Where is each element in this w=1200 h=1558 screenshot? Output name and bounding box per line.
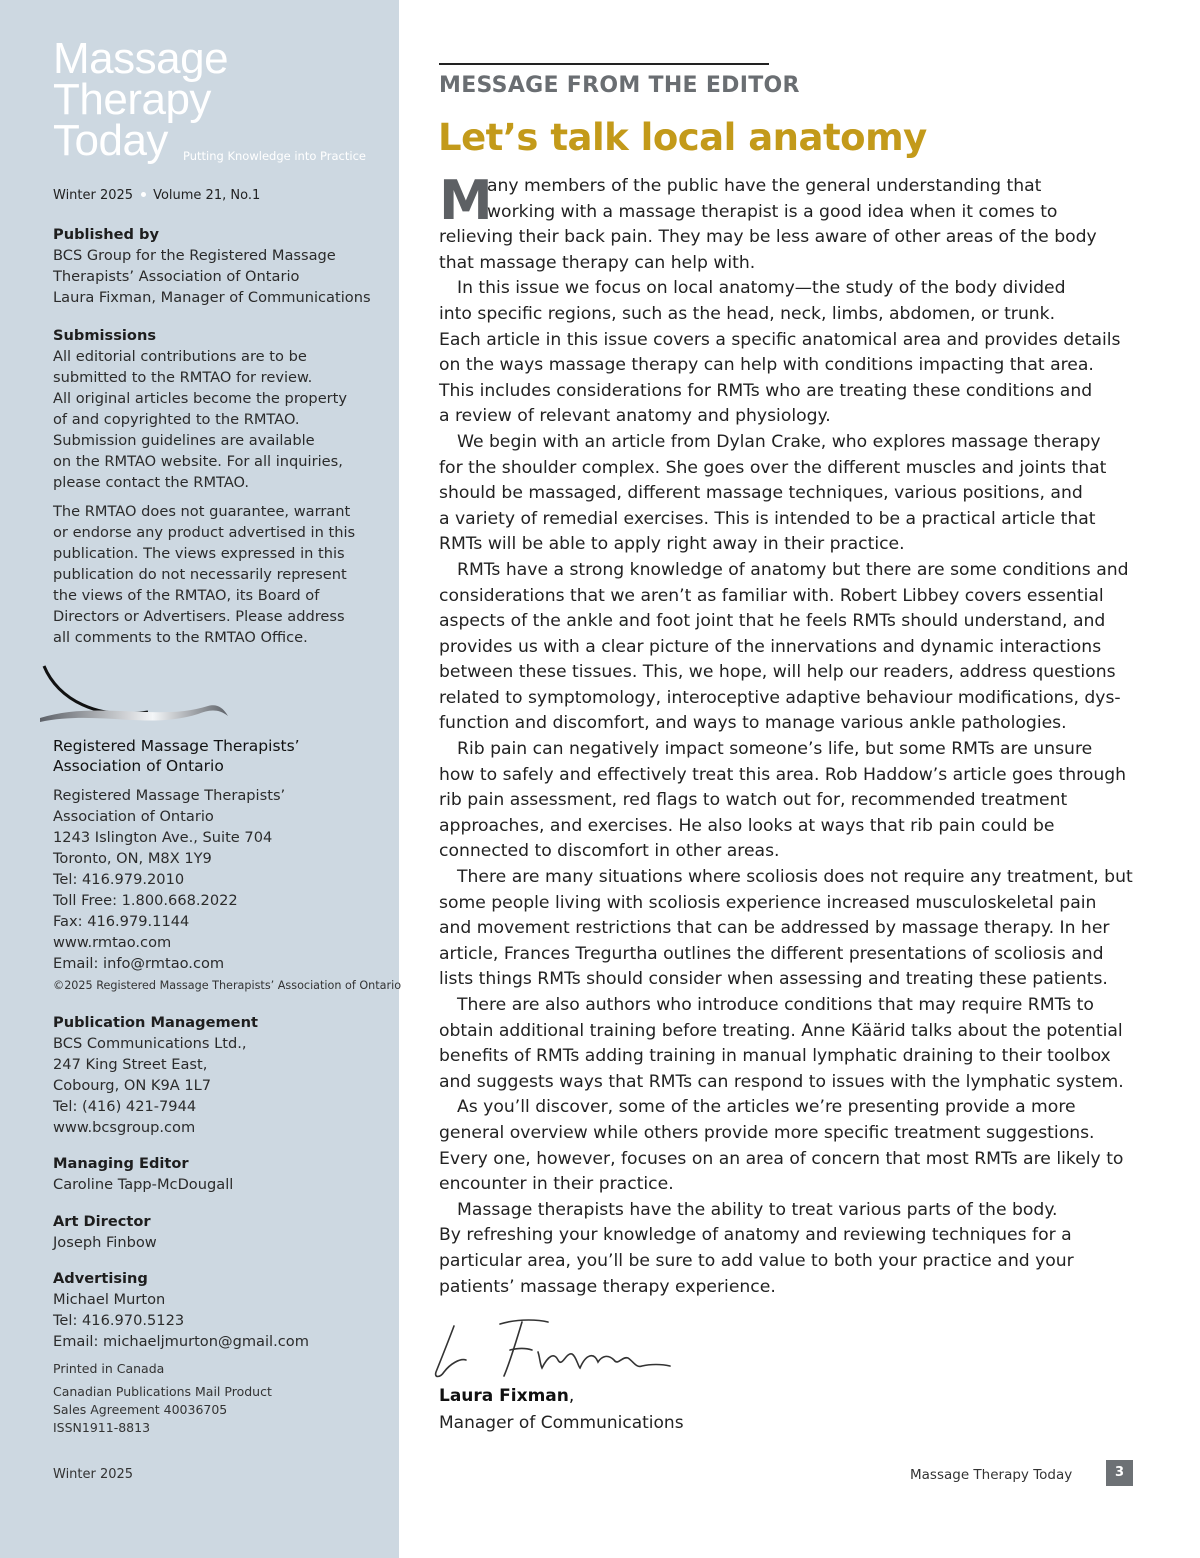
signoff — [439, 1386, 574, 1406]
published-by-block — [53, 224, 388, 308]
email-link[interactable]: Email: michaeljmurton@gmail.com — [53, 1333, 309, 1350]
disclaimer-line: all comments to the RMTAO Office. — [53, 629, 308, 646]
article-line: As you’ll discover, some of the articles we’re presenting provide a more — [457, 1097, 1076, 1118]
submissions-line: All original articles become the property — [53, 390, 348, 407]
article-line: By refreshing your knowledge of anatomy and reviewing techniques for a — [439, 1225, 1072, 1246]
submissions-block — [53, 325, 388, 493]
article-line: working with a massage therapist is a good idea when it comes to — [487, 201, 1058, 222]
published-by-line: Therapists’ Association of Ontario — [53, 268, 300, 285]
section-kicker: MESSAGE FROM THE EDITOR — [439, 73, 800, 98]
submissions-line: please contact the RMTAO. — [53, 474, 250, 491]
printed-text: Printed in Canada — [53, 1361, 165, 1376]
sidebar — [0, 0, 402, 1558]
issue-info — [53, 188, 260, 203]
article-line: should be massaged, different massage techniques, various positions, and — [439, 483, 1083, 504]
signature-image — [430, 1312, 690, 1387]
advertising-heading: Advertising — [53, 1270, 148, 1287]
footer-season: Winter 2025 — [53, 1467, 134, 1482]
publication-management-block — [53, 1012, 388, 1138]
article-line: function and discomfort, and ways to manage various ankle pathologies. — [439, 713, 1067, 734]
mail-line: Canadian Publications Mail Product — [53, 1384, 272, 1399]
article-paragraph — [439, 558, 1139, 737]
article-line: There are also authors who introduce conditions that may require RMTs to — [457, 995, 1094, 1015]
article-line: This includes considerations for RMTs who are treating these conditions and — [439, 380, 1093, 401]
managing-editor-block — [53, 1153, 388, 1195]
pm-line: 247 King Street East, — [53, 1056, 208, 1073]
article-line: between these tissues. This, we hope, will help our readers, address questions — [439, 662, 1116, 683]
article-line: for the shoulder complex. She goes over the different muscles and joints that — [439, 457, 1107, 478]
contact-line: Fax: 416.979.1144 — [53, 913, 190, 930]
article-line: some people living with scoliosis experience increased musculoskeletal pain — [439, 892, 1097, 913]
published-by-line: Laura Fixman, Manager of Communications — [53, 289, 371, 306]
submissions-heading: Submissions — [53, 327, 157, 344]
mail-block — [53, 1383, 388, 1437]
article-line: general overview while others provide more specific treatment suggestions. — [439, 1122, 1095, 1143]
contact-line: Toll Free: 1.800.668.2022 — [53, 892, 238, 909]
article-line: and movement restrictions that can be addressed by massage therapy. In her — [439, 918, 1110, 939]
publication-management-heading: Publication Management — [53, 1014, 258, 1031]
article-line: how to safely and effectively treat this area. Rob Haddow’s article goes through — [439, 764, 1127, 785]
art-director-block — [53, 1211, 388, 1253]
article-line: lists things RMTs should consider when assessing and treating these patients. — [439, 969, 1108, 990]
contact-line: Tel: 416.979.2010 — [53, 871, 185, 888]
article-paragraph — [439, 169, 1139, 276]
pm-line: Cobourg, ON K9A 1L7 — [53, 1077, 212, 1094]
copyright-line: ©2025 Registered Massage Therapists’ Association of Ontario — [53, 979, 402, 992]
masthead-line: Today — [53, 116, 168, 165]
disclaimer-line: The RMTAO does not guarantee, warrant — [53, 503, 351, 520]
submissions-line: All editorial contributions are to be — [53, 348, 307, 365]
advertising-line: Michael Murton — [53, 1291, 166, 1308]
kicker-rule — [439, 63, 769, 65]
article-paragraph — [439, 865, 1139, 993]
mail-line: Sales Agreement 40036705 — [53, 1402, 228, 1417]
printed-line — [53, 1360, 388, 1378]
art-director-heading: Art Director — [53, 1213, 151, 1230]
article-line: benefits of RMTs adding training in manual lymphatic draining to their toolbox — [439, 1046, 1111, 1067]
article-title: Let’s talk local anatomy — [438, 116, 927, 159]
mail-line: ISSN1911-8813 — [53, 1420, 151, 1435]
article-line: relieving their back pain. They may be less aware of other areas of the body — [439, 227, 1097, 248]
contact-line: 1243 Islington Ave., Suite 704 — [53, 829, 273, 846]
article-line: approaches, and exercises. He also looks at ways that rib pain could be — [439, 815, 1055, 836]
article-line: particular area, you’ll be sure to add value to both your practice and your — [439, 1250, 1074, 1271]
article-line: a review of relevant anatomy and physiology. — [439, 406, 831, 427]
article-line: patients’ massage therapy experience. — [439, 1276, 776, 1297]
article-line: RMTs will be able to apply right away in their practice. — [439, 534, 905, 555]
disclaimer-block — [53, 501, 388, 648]
disclaimer-line: the views of the RMTAO, its Board of — [53, 587, 320, 604]
contact-line: Association of Ontario — [53, 808, 214, 825]
signoff-comma: , — [568, 1386, 575, 1406]
disclaimer-line: Directors or Advertisers. Please address — [53, 608, 345, 625]
article-paragraph — [439, 993, 1139, 1095]
org-name-line: Association of Ontario — [53, 757, 224, 775]
drop-cap: M — [439, 169, 493, 232]
masthead-line: Massage — [53, 34, 229, 83]
masthead-tagline: Putting Knowledge into Practice — [183, 149, 366, 163]
submissions-line: submitted to the RMTAO for review. — [53, 369, 313, 386]
published-by-heading: Published by — [53, 226, 159, 243]
article-line: obtain additional training before treating. Anne Käärid talks about the potential — [439, 1020, 1123, 1041]
published-by-line: BCS Group for the Registered Massage — [53, 247, 336, 264]
signoff-name: Laura Fixman — [439, 1386, 569, 1406]
article-line: any members of the public have the general understanding that — [487, 176, 1042, 196]
disclaimer-line: publication do not necessarily represent — [53, 566, 347, 583]
article-line: that massage therapy can help with. — [439, 252, 756, 273]
rmtao-swoosh-icon — [38, 660, 238, 740]
article-line: on the ways massage therapy can help with conditions impacting that area. — [439, 355, 1094, 376]
footer-publication: Massage Therapy Today — [910, 1467, 1073, 1483]
masthead-logo — [53, 34, 229, 165]
submissions-line: of and copyrighted to the RMTAO. — [53, 411, 300, 428]
article-line: considerations that we aren’t as familiar with. Robert Libbey covers essential — [439, 585, 1104, 606]
article-line: rib pain assessment, red flags to watch out for, recommended treatment — [439, 790, 1068, 811]
advertising-block — [53, 1268, 388, 1352]
website-link[interactable]: www.rmtao.com — [53, 934, 172, 951]
article-paragraph — [439, 1095, 1139, 1197]
article-line: encounter in their practice. — [439, 1174, 674, 1195]
pm-line: Tel: (416) 421-7944 — [53, 1098, 197, 1115]
article-line: Rib pain can negatively impact someone’s life, but some RMTs are unsure — [457, 739, 1093, 760]
article-line: a variety of remedial exercises. This is intended to be a practical article that — [439, 508, 1096, 529]
contact-line: Toronto, ON, M8X 1Y9 — [53, 850, 212, 867]
article-line: We begin with an article from Dylan Crake, who explores massage therapy — [457, 431, 1101, 452]
article-line: and suggests ways that RMTs can respond to issues with the lymphatic system. — [439, 1071, 1124, 1092]
managing-editor-heading: Managing Editor — [53, 1155, 189, 1172]
advertising-line: Tel: 416.970.5123 — [53, 1312, 185, 1329]
article-paragraph — [439, 737, 1139, 865]
contact-line: Registered Massage Therapists’ — [53, 787, 286, 804]
org-contact-block — [53, 785, 402, 995]
page-number: 3 — [1106, 1460, 1133, 1486]
managing-editor-name: Caroline Tapp-McDougall — [53, 1176, 234, 1193]
article-line: into specific regions, such as the head, neck, limbs, abdomen, or trunk. — [439, 303, 1056, 324]
org-name-line: Registered Massage Therapists’ — [53, 737, 300, 755]
article-line: Each article in this issue covers a specific anatomical area and provides details — [439, 329, 1121, 350]
article-line: There are many situations where scoliosis does not require any treatment, but — [457, 867, 1133, 888]
article-paragraph — [439, 430, 1139, 558]
masthead-line: Therapy — [53, 75, 211, 124]
disclaimer-line: or endorse any product advertised in this — [53, 524, 356, 541]
article-line: In this issue we focus on local anatomy—the study of the body divided — [457, 278, 1066, 299]
article-paragraph — [439, 1198, 1139, 1300]
issue-volume: Volume 21, No.1 — [153, 188, 261, 203]
submissions-line: Submission guidelines are available — [53, 432, 315, 449]
article-line: article, Frances Tregurtha outlines the different presentations of scoliosis and — [439, 943, 1104, 964]
article-line: aspects of the ankle and foot joint that he feels RMTs should understand, and — [439, 611, 1106, 632]
art-director-name: Joseph Finbow — [53, 1234, 157, 1251]
article-line: provides us with a clear picture of the innervations and dynamic interactions — [439, 636, 1102, 657]
website-link[interactable]: www.bcsgroup.com — [53, 1119, 196, 1136]
article-paragraph — [439, 276, 1139, 430]
article-line: related to symptomology, interoceptive adaptive behaviour modifications, dys- — [439, 687, 1121, 708]
signoff-title: Manager of Communications — [439, 1413, 684, 1433]
org-logo-name — [53, 736, 300, 776]
issue-season: Winter 2025 — [53, 188, 134, 203]
bullet-dot — [141, 192, 146, 197]
article-line: connected to discomfort in other areas. — [439, 841, 780, 862]
article-line: Every one, however, focuses on an area of concern that most RMTs are likely to — [439, 1148, 1124, 1169]
article-line: Massage therapists have the ability to treat various parts of the body. — [457, 1199, 1058, 1220]
email-link[interactable]: Email: info@rmtao.com — [53, 955, 225, 972]
article-body — [439, 169, 1139, 1300]
submissions-line: on the RMTAO website. For all inquiries, — [53, 453, 343, 470]
pm-line: BCS Communications Ltd., — [53, 1035, 247, 1052]
article-line: RMTs have a strong knowledge of anatomy but there are some conditions and — [457, 559, 1129, 580]
disclaimer-line: publication. The views expressed in this — [53, 545, 345, 562]
